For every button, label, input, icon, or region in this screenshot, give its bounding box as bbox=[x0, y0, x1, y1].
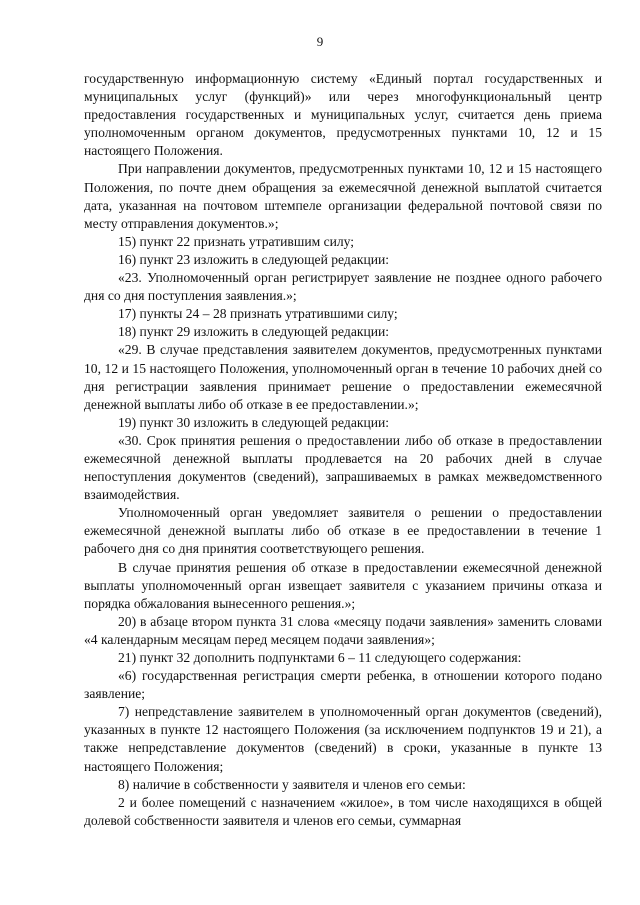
paragraph: «30. Срок принятия решения о предоставлении либо об отказе в предоставлении ежемесячной денежной выплаты продлевается на 20 рабочих дней в случае непоступления документов (сведений), запрашиваемых в рамках межведомственного взаимодействия. bbox=[84, 432, 602, 503]
paragraph: 7) непредставление заявителем в уполномоченный орган документов (сведений), указанных в пункте 12 настоящего Положения (за исключением подпунктов 19 и 21), а также непредставление документов (сведений) в сроки, указанные в пункте 13 настоящего Положения; bbox=[84, 704, 602, 774]
paragraph: 16) пункт 23 изложить в следующей редакции: bbox=[118, 251, 390, 267]
paragraph: 18) пункт 29 изложить в следующей редакции: bbox=[118, 324, 390, 340]
paragraph: В случае принятия решения об отказе в предоставлении ежемесячной денежной выплаты уполномоченный орган извещает заявителя с указанием причины отказа и порядка обжалования вынесенного решения.»; bbox=[84, 559, 602, 611]
paragraph: 2 и более помещений с назначением «жилое», в том числе находящихся в общей долевой собственности заявителя и членов его семьи, суммарная bbox=[84, 794, 602, 828]
paragraph: «29. В случае представления заявителем документов, предусмотренных пунктами 10, 12 и 15 настоящего Положения, уполномоченный орган в течение 10 рабочих дней со дня регистрации заявления принимает решение о предоставлении ежемесячной денежной выплаты либо об отказе в ее предоставлении.»; bbox=[84, 342, 602, 412]
page-number: 9 bbox=[316, 34, 324, 49]
paragraph: 17) пункты 24 – 28 признать утратившими силу; bbox=[118, 306, 398, 322]
paragraph: Уполномоченный орган уведомляет заявителя о решении о предоставлении ежемесячной денежной выплаты либо об отказе в ее предоставлении в течение 1 рабочего дня со дня принятия соответствующего решения. bbox=[84, 505, 602, 557]
paragraph: 21) пункт 32 дополнить подпунктами 6 – 11 следующего содержания: bbox=[118, 650, 522, 665]
paragraph: «6) государственная регистрация смерти ребенка, в отношении которого подано заявление; bbox=[84, 668, 602, 702]
paragraph: 15) пункт 22 признать утратившим силу; bbox=[118, 233, 355, 249]
paragraph: 19) пункт 30 изложить в следующей редакции: bbox=[118, 414, 390, 430]
paragraph: 20) в абзаце втором пункта 31 слова «месяцу подачи заявления» заменить словами «4 календарным месяцам перед месяцем подачи заявления»; bbox=[84, 613, 602, 647]
paragraph: 8) наличие в собственности у заявителя и членов его семьи: bbox=[118, 776, 466, 792]
paragraph: «23. Уполномоченный орган регистрирует заявление не позднее одного рабочего дня со дня поступления заявления.»; bbox=[84, 270, 602, 304]
document-body bbox=[84, 70, 602, 830]
paragraph: государственную информационную систему «Единый портал государственных и муниципальных услуг (функций)» или через многофункциональный центр предоставления государственных и муниципальных услуг, считается день приема уполномоченным органом документов, предусмотренных пунктами 10, 12 и 15 настоящего Положения. bbox=[84, 71, 602, 159]
paragraph: При направлении документов, предусмотренных пунктами 10, 12 и 15 настоящего Положения, по почте днем обращения за ежемесячной денежной выплатой считается дата, указанная на почтовом штемпеле организации федеральной почтовой связи по месту отправления документов.»; bbox=[84, 161, 602, 231]
